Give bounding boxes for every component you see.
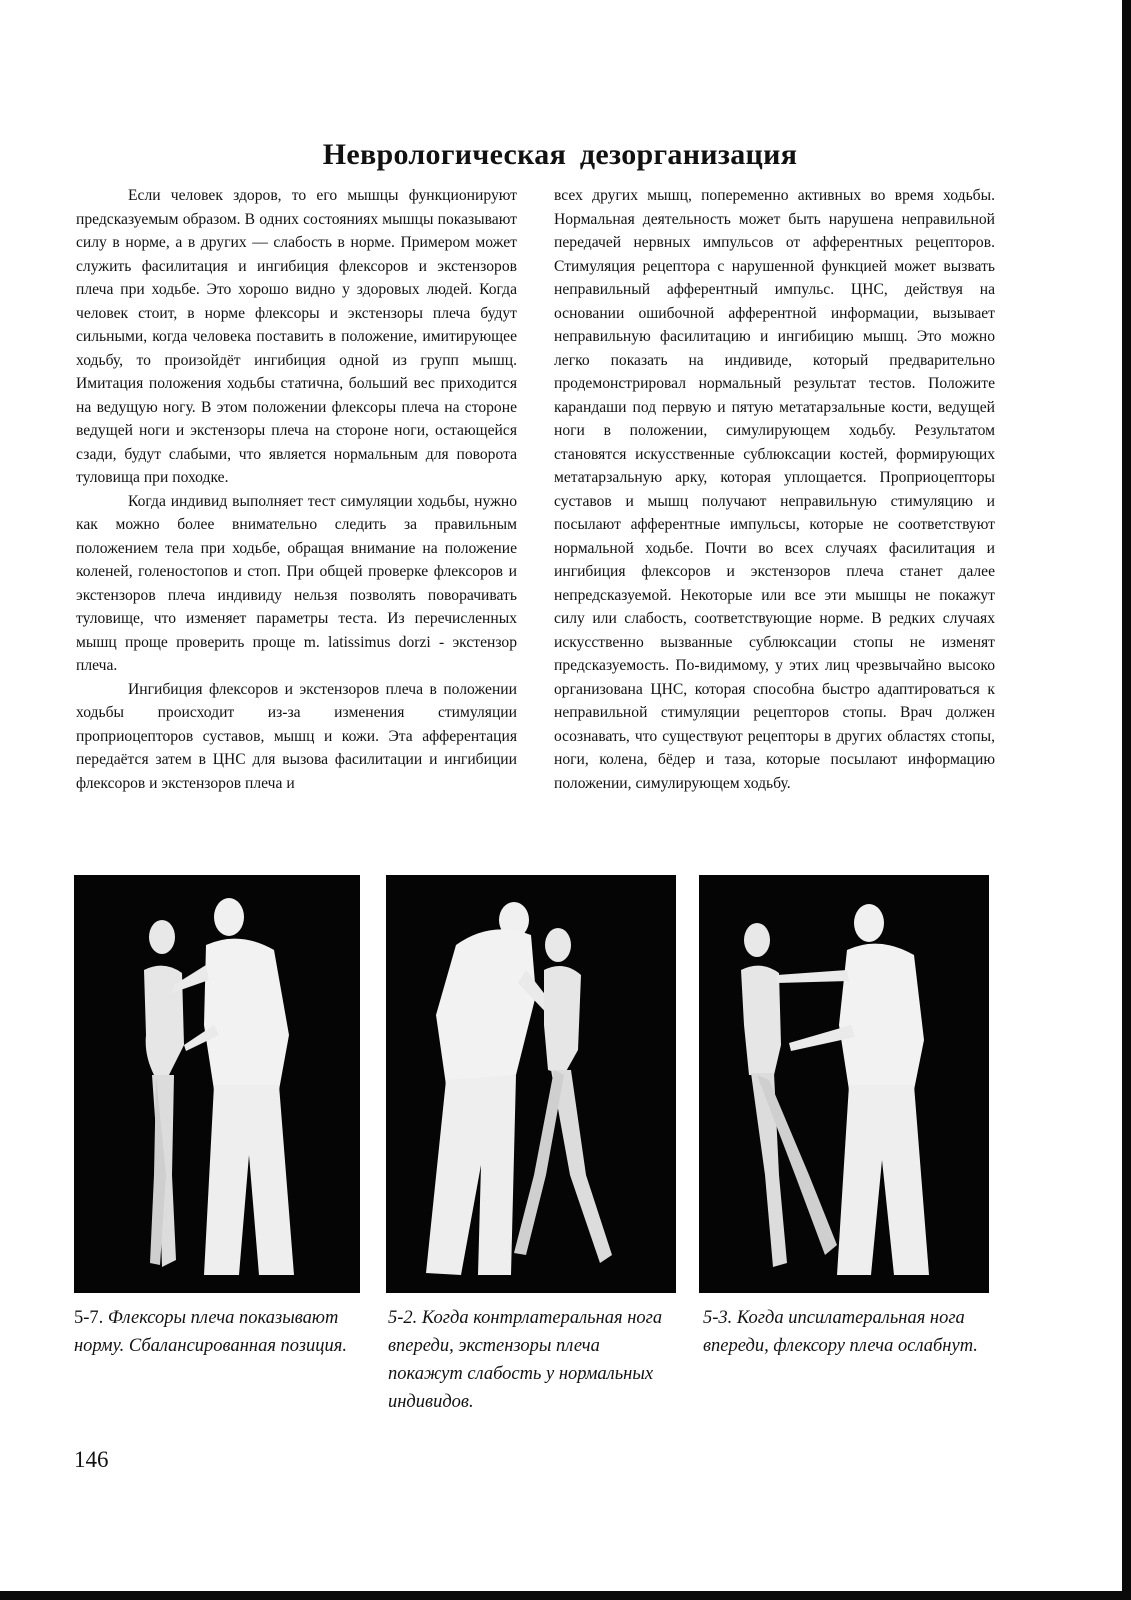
- left-text-column: [76, 184, 517, 795]
- caption-text: Флексоры плеча показывают норму. Сбалансированная позиция.: [74, 1308, 347, 1356]
- paragraph: Когда индивид выполняет тест симуляции ходьбы, нужно как можно более внимательно следить за правильным положением тела при ходьбе, обращая внимание на положение коленей, голеностопов и стоп. При общей проверке флексоров и экстензоров плеча индивиду нельзя позволять поворачивать туловище, что изменяет параметры теста. Из перечисленных мышц проще проверить проще m. latissimus dorzi - экстензор плеча.: [76, 492, 517, 674]
- figure-photo-1: [74, 875, 360, 1293]
- caption-text: Когда ипсилатеральная нога впереди, флексору плеча ослабнут.: [703, 1308, 978, 1356]
- scan-edge-right: [1122, 0, 1131, 1600]
- page-title: Неврологическая дезорганизация: [322, 138, 798, 172]
- figure-caption-3: [703, 1304, 998, 1360]
- figure-photo-3: [699, 875, 989, 1293]
- paragraph: Ингибиция флексоров и экстензоров плеча в положении ходьбы происходит из-за изменения стимуляции проприоцепторов суставов, мышц и кожи. Эта афферентация передаётся затем в ЦНС для вызова фасилитации и ингибиции флексоров и экстензоров плеча и: [76, 680, 517, 792]
- photo-illustration: [386, 875, 676, 1293]
- right-text-column: [554, 184, 995, 795]
- page-number: 146: [74, 1447, 109, 1472]
- figure-photo-2: [386, 875, 676, 1293]
- figure-number: 5-2.: [388, 1308, 418, 1328]
- figure-caption-1: [74, 1304, 366, 1360]
- figure-number: 5-3.: [703, 1308, 733, 1328]
- scan-edge-bottom: [0, 1591, 1131, 1600]
- paragraph: Если человек здоров, то его мышцы функционируют предсказуемым образом. В одних состояниях мышцы показывают силу в норме, а в других — слабость в норме. Примером может служить фасилитация и ингибиция флексоров и экстензоров плеча при ходьбе. Это хорошо видно у здоровых людей. Когда человек стоит, в норме флексоры и экстензоры плеча будут сильными, когда человека поставить в положение, имитирующее ходьбу, то произойдёт ингибиция одной из групп мышц. Имитация положения ходьбы статична, больший вес приходится на ведущую ногу. В этом положении флексоры плеча на стороне ведущей ноги и экстензоры плеча на стороне ноги, остающейся сзади, будут слабыми, что является нормальным для поворота туловища при походке.: [76, 187, 517, 486]
- photo-illustration: [74, 875, 360, 1293]
- photo-illustration: [699, 875, 989, 1293]
- figure-number: 5-7.: [74, 1308, 104, 1328]
- paragraph: всех других мышц, попеременно активных во время ходьбы. Нормальная деятельность может быть нарушена неправильной передачей нервных импульсов от афферентных рецепторов. Стимуляция рецептора с нарушенной функцией может вызвать неправильный афферентный импульс. ЦНС, действуя на основании ошибочной афферентной информации, вызывает неправильную фасилитацию и ингибицию мышц. Это можно легко показать на индивиде, который предварительно продемонстрировал нормальный результат тестов. Положите карандаши под первую и пятую метатарзальные кости, ведущей ноги в положении, симулирующем ходьбу. Результатом становятся искусственные сублюксации костей, формирующих метатарзальную арку, которая уплощается. Проприоцепторы суставов и мышц получают неправильную стимуляцию и посылают афферентные импульсы, которые не соответствуют нормальной ходьбе. Почти во всех случаях фасилитация и ингибиция флексоров и экстензоров плеча станет далее непредсказуемой. Некоторые или все эти мышцы не покажут силу или слабость, соответствующие норме. В редких случаях искусственно вызванные сублюксации стопы не изменят предсказуемость. По-видимому, у этих лиц чрезвычайно высоко организована ЦНС, которая способна быстро адаптироваться к неправильной стимуляции рецепторов стопы. Врач должен осознавать, что существуют рецепторы в других областях стопы, ноги, колена, бёдер и таза, которые посылают информацию положении, симулирующем ходьбу.: [554, 187, 995, 792]
- figure-caption-2: [388, 1304, 678, 1416]
- caption-text: Когда контрлатеральная нога впереди, экстензоры плеча покажут слабость у нормальных индивидов.: [388, 1308, 663, 1412]
